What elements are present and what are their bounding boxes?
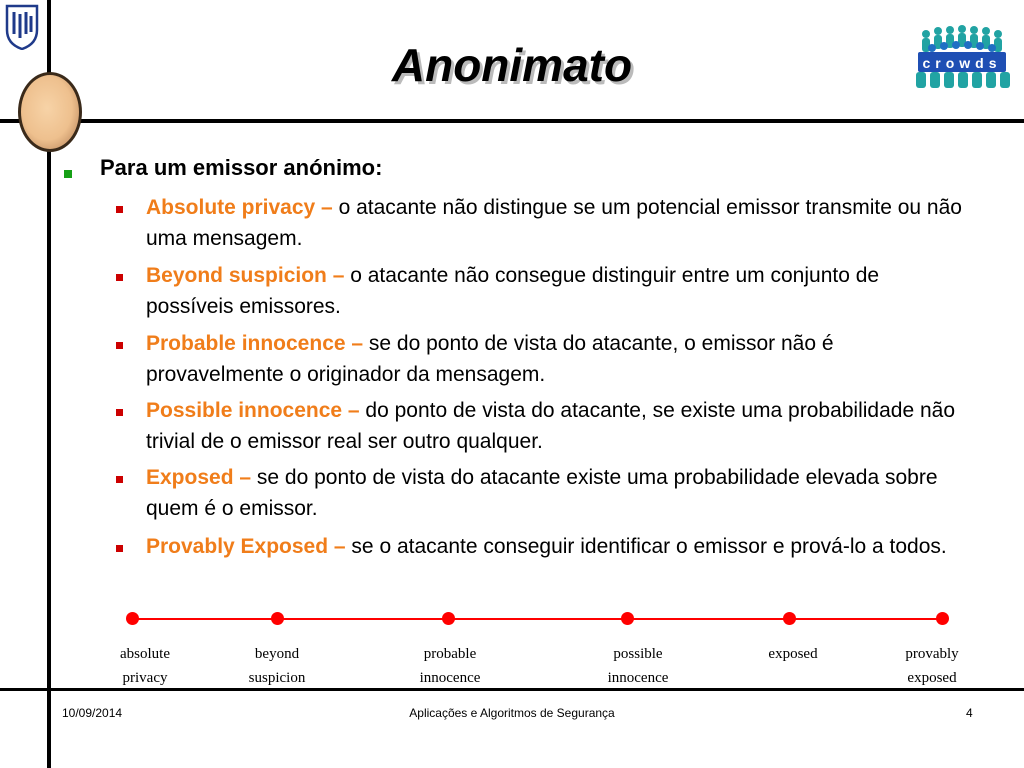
scale-label-line: exposed: [768, 646, 818, 662]
scale-label-beyond-suspicion: [217, 642, 337, 690]
scale-dot: [621, 612, 634, 625]
definition-text: o atacante não distingue se um potencial emissor transmite ou não uma mensagem.: [146, 196, 962, 250]
scale-label-line: provably: [905, 646, 959, 662]
bullet-square-icon: [116, 409, 123, 416]
main-bullet-text: Para um emissor anónimo:: [100, 155, 383, 180]
scale-label-absolute-privacy: [85, 642, 205, 690]
bullet-square-icon: [116, 206, 123, 213]
anonymity-scale: [0, 600, 1024, 690]
term-provably-exposed: Provably Exposed –: [146, 535, 346, 558]
scale-dot: [271, 612, 284, 625]
footer-date: 10/09/2014: [62, 706, 123, 720]
definition-text: se do ponto de vista do atacante existe uma probabilidade elevada sobre quem é o emissor.: [146, 466, 938, 520]
list-item: [146, 328, 966, 390]
term-absolute-privacy: Absolute privacy –: [146, 196, 333, 219]
term-exposed: Exposed –: [146, 466, 252, 489]
slide-title: Anonimato: [391, 39, 633, 91]
term-probable-innocence: Probable innocence –: [146, 332, 364, 355]
list-item: [146, 531, 966, 562]
list-item: [146, 395, 966, 457]
scale-label-line: possible: [613, 646, 663, 662]
scale-dot: [442, 612, 455, 625]
scale-dot: [783, 612, 796, 625]
scale-dot: [126, 612, 139, 625]
bullet-square-icon: [116, 274, 123, 281]
scale-label-line: innocence: [607, 670, 669, 686]
footer-course-title: Aplicações e Algoritmos de Segurança: [409, 706, 615, 720]
term-possible-innocence: Possible innocence –: [146, 399, 360, 422]
scale-label-line: probable: [423, 646, 477, 662]
bullet-square-icon: [116, 476, 123, 483]
title-divider: [0, 119, 1024, 123]
scale-label-exposed: [733, 642, 853, 666]
term-beyond-suspicion: Beyond suspicion –: [146, 264, 345, 287]
definition-text: o atacante não consegue distinguir entre um conjunto de possíveis emissores.: [146, 264, 880, 318]
scale-line: [132, 618, 942, 620]
scale-label-line: beyond: [254, 646, 300, 662]
scale-label-probable-innocence: [390, 642, 510, 690]
scale-label-line: privacy: [122, 670, 168, 686]
scale-label-line: exposed: [907, 670, 957, 686]
bullet-square-icon: [116, 342, 123, 349]
scale-label-line: innocence: [419, 670, 481, 686]
page-number: 4: [966, 706, 973, 720]
definition-text: se do ponto de vista do atacante, o emissor não é provavelmente o originador da mensagem.: [146, 332, 834, 386]
list-item: [146, 192, 966, 254]
bullet-square-icon: [116, 545, 123, 552]
crowds-logo-text: crowds: [922, 55, 1002, 71]
definition-text: do ponto de vista do atacante, se existe uma probabilidade não trivial de o emissor real ser outro qualquer.: [146, 399, 956, 453]
scale-label-line: suspicion: [248, 670, 306, 686]
bullet-square-icon: [64, 170, 72, 178]
list-item: [146, 260, 966, 322]
scale-label-provably-exposed: [872, 642, 992, 690]
scale-label-line: absolute: [120, 646, 170, 662]
definition-text: se o atacante conseguir identificar o emissor e prová-lo a todos.: [345, 535, 947, 558]
scale-dot: [936, 612, 949, 625]
list-item: [146, 462, 966, 524]
scale-label-possible-innocence: [578, 642, 698, 690]
